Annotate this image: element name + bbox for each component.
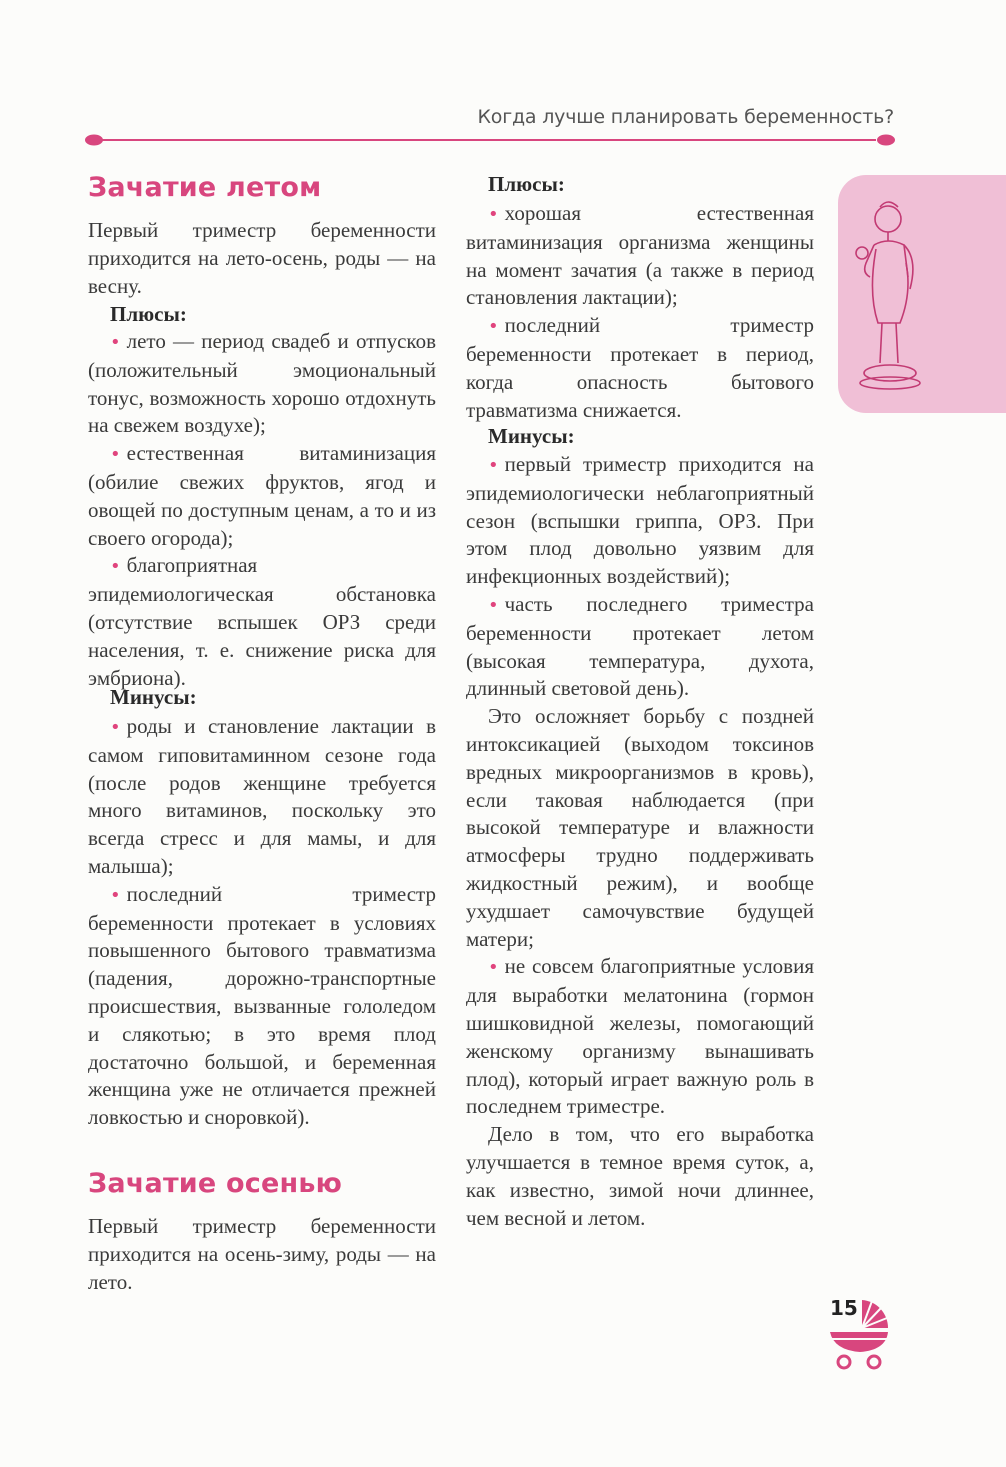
autumn-cons-list <box>466 451 814 1232</box>
cons-label: Минусы: <box>488 424 575 448</box>
summer-pros-list <box>88 328 436 692</box>
list-item: • последний триместр беременности протекает в период, когда опасность бытового травматизма снижается. <box>466 313 814 422</box>
list-item: • хорошая естественная витаминизация организма женщины на момент зачатия (а также в период становления лактации); <box>466 201 814 310</box>
list-item: • благоприятная эпидемиологическая обстановка (отсутствие вспышек ОРЗ среди населения, т. е. снижение риска для эмбриона). <box>88 553 436 690</box>
autumn-pros-list <box>466 200 814 424</box>
list-item: • естественная витаминизация (обилие свежих фруктов, ягод и овощей по доступным ценам, а то и из своего огорода); <box>88 441 436 550</box>
pros-label: Плюсы: <box>488 172 565 196</box>
paragraph: Это осложняет борьбу с поздней интоксикацией (выходом токсинов вредных микроорганизмов в кровь), если таковая наблюдается (при высокой температуре и влажности атмосферы трудно поддерживать жидкостный режим), и вообще ухудшает самочувствие будущей матери; <box>466 704 814 951</box>
autumn-intro: Первый триместр беременности приходится на осень-зиму, роды — на лето. <box>88 1214 436 1294</box>
running-header: Когда лучше планировать беременность? <box>477 106 894 128</box>
page-number: 15 <box>830 1296 858 1320</box>
list-item: • первый триместр приходится на эпидемиологически неблагоприятный сезон (вспышки гриппа, ОРЗ. При этом плод довольно уязвим для инфекционных воздействий); <box>466 452 814 589</box>
list-item: • не совсем благоприятные условия для выработки мелатонина (гормон шишковидной железы, помогающий женскому организму вынашивать плод), который играет важную роль в последнем триместре. <box>466 954 814 1119</box>
pros-label: Плюсы: <box>110 302 187 326</box>
cons-label: Минусы: <box>110 685 197 709</box>
summer-cons-list <box>88 713 436 1132</box>
ornament-rule-icon <box>84 132 896 148</box>
section-heading-autumn: Зачатие осенью <box>88 1168 343 1199</box>
list-item: • часть последнего триместра беременности протекает летом (высокая температура, духота, длинный световой день). <box>466 591 814 701</box>
section-heading-summer: Зачатие летом <box>88 172 322 203</box>
pregnant-woman-figure-icon <box>848 193 928 393</box>
chapter-side-tab <box>838 175 1006 413</box>
paragraph: Дело в том, что его выработка улучшается в темное время суток, а, как известно, зимой ночи длиннее, чем весной и летом. <box>466 1122 814 1230</box>
list-item: • лето — период свадеб и отпусков (положительный эмоциональный тонус, возможность хорошо отдохнуть на свежем воздухе); <box>88 329 436 438</box>
list-item: • роды и становление лактации в самом гиповитаминном сезоне года (после родов женщине требуется много витаминов, поскольку это всегда стресс и для мамы, и для малыша); <box>88 714 436 878</box>
list-item: • последний триместр беременности протекает в условиях повышенного бытового травматизма (падения, дорожно-транспортные происшествия, вызванные гололедом и слякотью; в это время плод достаточно большой, и беременная женщина уже не отличается прежней ловкостью и сноровкой). <box>88 881 436 1130</box>
summer-intro: Первый триместр беременности приходится на лето-осень, роды — на весну. <box>88 218 436 298</box>
